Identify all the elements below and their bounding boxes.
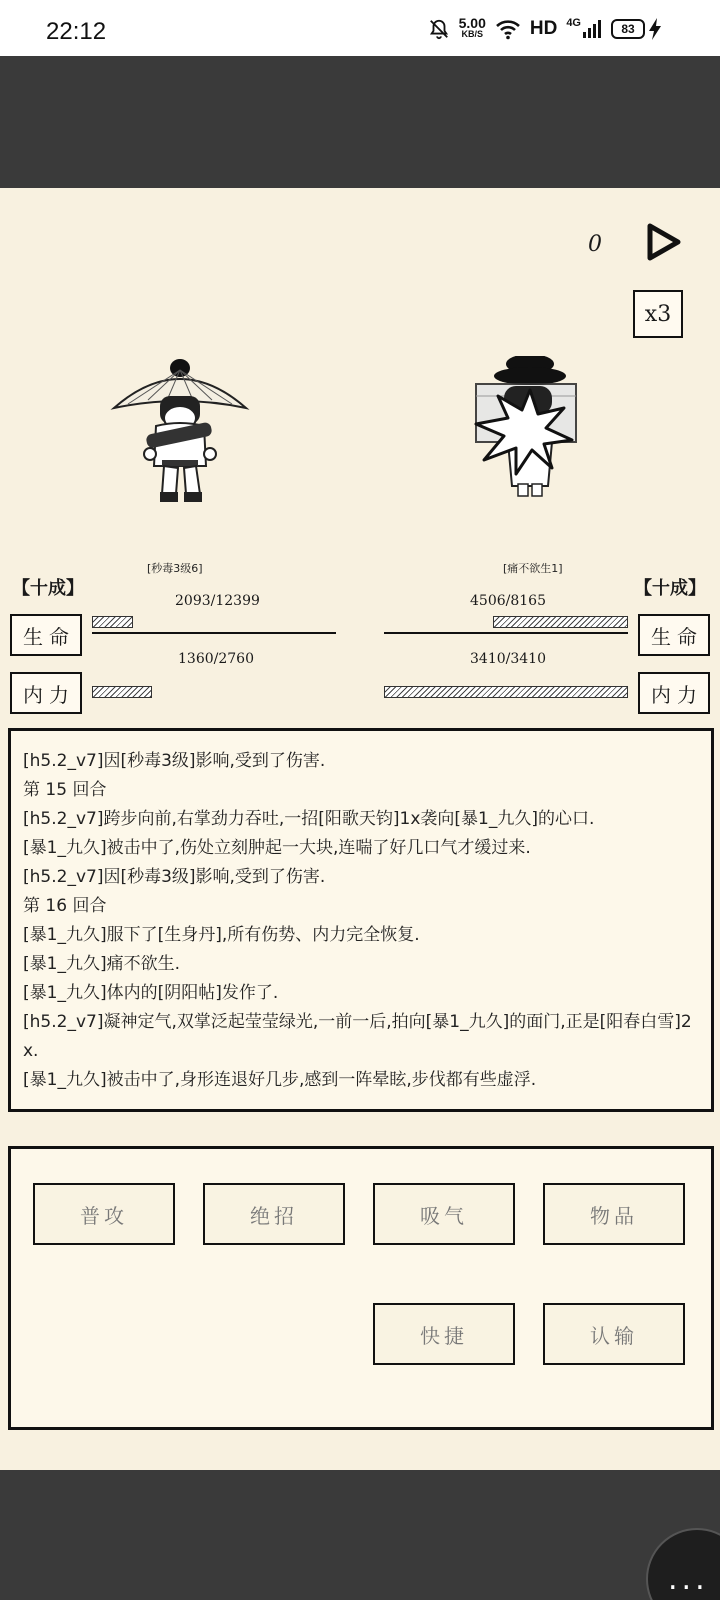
enemy-mp-fill	[384, 686, 628, 698]
player-hp-fill	[92, 616, 133, 628]
enemy-mp-label: 内力	[638, 672, 710, 714]
enemy-hp-fill	[493, 616, 628, 628]
breathe-button[interactable]: 吸气	[373, 1183, 515, 1245]
mute-bell-icon	[428, 18, 450, 40]
status-bar	[0, 0, 720, 56]
player-hp-track	[92, 632, 336, 634]
log-line: [h5.2_v7]因[秒毒3级]影响,受到了伤害.	[23, 867, 326, 887]
enemy-hp-label: 生命	[638, 614, 710, 656]
hd-indicator: HD	[529, 18, 558, 39]
more-options-dots: ...	[668, 1561, 709, 1597]
log-line: [h5.2_v7]凝神定气,双掌泛起莹莹绿光,一前一后,拍向[暴1_九久]的面门,正是[阳春白雪]2x.	[23, 1012, 692, 1061]
player-hp-value: 2093/12399	[175, 593, 260, 609]
enemy-buff: [痛不欲生1]	[503, 562, 563, 575]
enemy-hp-track	[384, 632, 628, 634]
turn-counter: 0	[588, 232, 602, 257]
shortcut-button[interactable]: 快捷	[373, 1303, 515, 1365]
status-icons	[428, 14, 662, 44]
battery-icon	[611, 19, 645, 39]
player-buff: [秒毒3级6]	[147, 562, 203, 575]
player-mp-value: 1360/2760	[178, 651, 254, 667]
surrender-button[interactable]: 认输	[543, 1303, 685, 1365]
speed-toggle-label: x3	[644, 301, 672, 327]
items-button[interactable]: 物品	[543, 1183, 685, 1245]
log-line: [h5.2_v7]因[秒毒3级]影响,受到了伤害.	[23, 751, 326, 771]
log-line: [h5.2_v7]跨步向前,右掌劲力吞吐,一招[阳歌天钧]1x袭向[暴1_九久]的心口.	[23, 809, 595, 829]
status-time: 22:12	[46, 18, 107, 45]
battle-screen	[0, 188, 720, 1470]
log-line: [暴1_九久]服下了[生身丹],所有伤势、内力完全恢复.	[23, 925, 420, 945]
charging-icon	[648, 18, 662, 40]
battle-log-content	[23, 747, 699, 1095]
enemy-mp-value: 3410/3410	[470, 651, 546, 667]
bottom-dark-band	[0, 1470, 720, 1600]
log-line: 第 16 回合	[23, 896, 107, 916]
play-icon[interactable]	[644, 222, 684, 262]
log-line: [暴1_九久]被击中了,伤处立刻肿起一大块,连喘了好几口气才缓过来.	[23, 838, 531, 858]
special-move-button[interactable]: 绝招	[203, 1183, 345, 1245]
signal-icon	[582, 19, 602, 39]
player-mp-bar	[92, 686, 214, 698]
enemy-rank: 【十成】	[634, 578, 706, 599]
net-speed-value: 5.00	[458, 15, 486, 31]
player-mp-label: 内力	[10, 672, 82, 714]
log-line: [暴1_九久]体内的[阴阳帖]发作了.	[23, 983, 279, 1003]
player-hp-bar	[92, 616, 336, 634]
enemy-character	[468, 356, 608, 516]
wifi-icon	[495, 18, 521, 40]
enemy-hp-value: 4506/8165	[470, 593, 546, 609]
speed-toggle-button[interactable]	[633, 290, 683, 338]
battery-level: 83	[621, 22, 635, 36]
player-rank: 【十成】	[12, 578, 84, 599]
normal-attack-button[interactable]: 普攻	[33, 1183, 175, 1245]
action-panel	[8, 1146, 714, 1430]
enemy-mp-bar	[384, 686, 628, 698]
log-line: 第 15 回合	[23, 780, 107, 800]
player-mp-fill	[92, 686, 152, 698]
player-hp-label: 生命	[10, 614, 82, 656]
enemy-hp-bar	[384, 616, 628, 634]
player-character	[108, 356, 258, 516]
battle-log[interactable]	[8, 728, 714, 1112]
net-speed	[458, 15, 486, 40]
log-line: [暴1_九久]痛不欲生.	[23, 954, 180, 974]
log-line: [暴1_九久]被击中了,身形连退好几步,感到一阵晕眩,步伐都有些虚浮.	[23, 1070, 537, 1090]
network-type: 4G	[566, 17, 581, 29]
top-dark-band	[0, 56, 720, 188]
net-speed-unit: KB/S	[461, 29, 483, 39]
